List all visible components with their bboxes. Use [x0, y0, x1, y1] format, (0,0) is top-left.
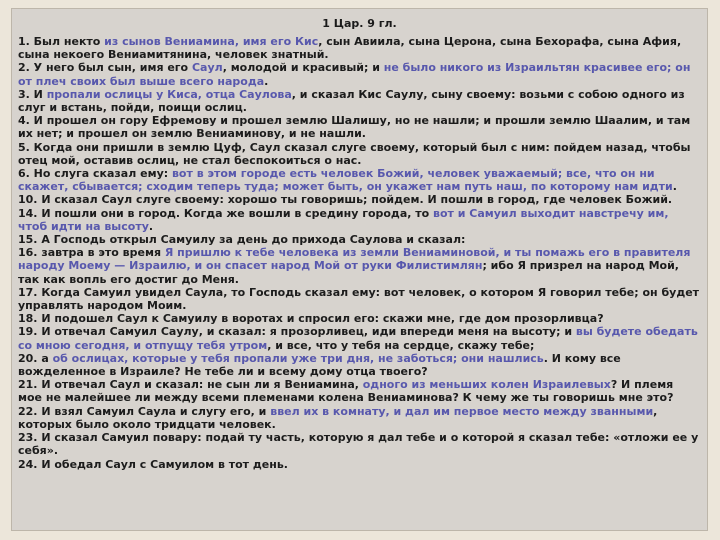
highlighted-text: не было никого из Израильтян красивее его; он от плеч своих был выше всего народа — [18, 61, 691, 88]
verse-text: , которых было около тридцати человек. — [18, 404, 658, 431]
verse-list — [18, 35, 701, 471]
verse-text: ; ибо Я призрел на народ Мой, так как вопль его достиг до Меня. — [18, 259, 679, 286]
verse-text: , сын Авиила, сына Церона, сына Бехорафа, сына Афия, сына некоего Вениамитянина, человек знатный. — [18, 35, 682, 62]
verse-paragraph — [18, 193, 701, 206]
highlighted-text: из сынов Вениамина, имя его Кис — [104, 35, 319, 48]
verse-text: 24. И обедал Саул с Самуилом в тот день. — [18, 457, 288, 471]
verse-paragraph — [18, 286, 701, 312]
highlighted-text: Я пришлю к тебе человека из земли Вениаминовой, и ты помажь его в правителя народу Моему — Израилю, и он спасет народ Мой от руки Филистимлян — [18, 246, 691, 273]
slide-title: 1 Цар. 9 гл. — [322, 17, 397, 30]
verse-text: 2. У него был сын, имя его — [18, 61, 192, 75]
highlighted-text: одного из меньших колен Израилевых — [362, 378, 611, 392]
verse-paragraph — [18, 233, 701, 246]
verse-text: 14. И пошли они в город. Когда же вошли в средину города, то — [18, 206, 434, 220]
highlighted-text: ввел их в комнату, и дал им первое место между званными — [270, 404, 654, 418]
verse-paragraph — [18, 88, 701, 114]
verse-text: 22. И взял Самуил Саула и слугу его, и — [18, 404, 271, 418]
verse-paragraph — [18, 246, 701, 286]
verse-text: 1. Был некто — [18, 35, 105, 48]
verse-text: 10. И сказал Саул слуге своему: хорошо ты говоришь; пойдем. И пошли в город, где человек Божий. — [18, 193, 673, 207]
verse-text: 15. А Господь открыл Самуилу за день до прихода Саулова и сказал: — [18, 233, 466, 247]
verse-paragraph — [18, 35, 701, 61]
highlighted-text: вот в этом городе есть человек Божий, человек уважаемый; все, что он ни скажет, сбывается; сходим теперь туда; может быть, он укажет нам путь наш, по которому нам идти — [18, 167, 673, 194]
highlighted-text: Саул — [191, 61, 223, 75]
verse-text: 23. И сказал Самуил повару: подай ту часть, которую я дал тебе и о которой я сказал тебе: «отложи ее у себя». — [18, 431, 699, 458]
highlighted-text: вы будете обедать со мною сегодня, и отпущу тебя утром — [18, 325, 698, 352]
verse-paragraph — [18, 207, 701, 233]
verse-text: , и сказал Кис Саулу, сыну своему: возьми с собою одного из слуг и встань, пойди, поищи ослиц. — [18, 87, 685, 115]
verse-text: 16. завтра в это время — [18, 246, 165, 260]
verse-paragraph — [18, 352, 701, 378]
verse-text: , и все, что у тебя на сердце, скажу тебе; — [267, 338, 535, 352]
verse-paragraph — [18, 458, 701, 471]
verse-paragraph — [18, 167, 701, 193]
verse-text: 6. Но слуга сказал ему: — [18, 167, 172, 181]
verse-paragraph — [18, 141, 701, 167]
verse-text: 20. а — [18, 351, 53, 365]
verse-text: . — [148, 219, 154, 233]
verse-paragraph — [18, 378, 701, 404]
verse-text: 18. И подошел Саул к Самуилу в воротах и спросил его: скажи мне, где дом прозорливца? — [18, 312, 604, 326]
highlighted-text: вот и Самуил выходит навстречу им, чтоб идти на высоту — [18, 206, 669, 233]
verse-paragraph — [18, 325, 701, 351]
verse-text: 19. И отвечал Самуил Саулу, и сказал: я прозорливец, иди впереди меня на высоту; и — [18, 325, 576, 339]
verse-text: ? И племя мое не малейшее ли между всеми племенами колена Вениаминова? К чему же ты говоришь мне это? — [18, 378, 674, 405]
verse-paragraph — [18, 114, 701, 140]
verse-text: . — [264, 74, 269, 88]
verse-text: 4. И прошел он гору Ефремову и прошел землю Шалишу, но не нашли; и прошли землю Шаалим, и там их нет; и прошел он землю Вениаминову, и не нашли. — [18, 114, 691, 141]
verse-paragraph — [18, 431, 701, 457]
highlighted-text: об ослицах, которые у тебя пропали уже три дня, не заботься; они нашлись — [52, 351, 544, 365]
verse-text: 5. Когда они пришли в землю Цуф, Саул сказал слуге своему, который был с ним: пойдем назад, чтобы отец мой, оставив ослиц, не стал беспокоиться о нас. — [18, 140, 691, 167]
verse-paragraph — [18, 312, 701, 325]
highlighted-text: пропали ослицы у Киса, отца Саулова — [46, 87, 292, 101]
verse-text: 3. И — [18, 87, 47, 101]
verse-paragraph — [18, 61, 701, 87]
verse-text: 17. Когда Самуил увидел Саула, то Господь сказал ему: вот человек, о котором Я говорил тебе; он будет управлять народом Моим. — [18, 285, 700, 313]
verse-text: , молодой и красивый; и — [222, 61, 384, 75]
verse-text: . И кому все вожделенное в Израиле? Не тебе ли и всему дому отца твоего? — [18, 351, 621, 379]
verse-paragraph — [18, 405, 701, 431]
verse-text: . — [672, 180, 677, 194]
slide-panel — [12, 9, 707, 530]
verse-text: 21. И отвечал Саул и сказал: не сын ли я Вениамина, — [18, 378, 363, 392]
